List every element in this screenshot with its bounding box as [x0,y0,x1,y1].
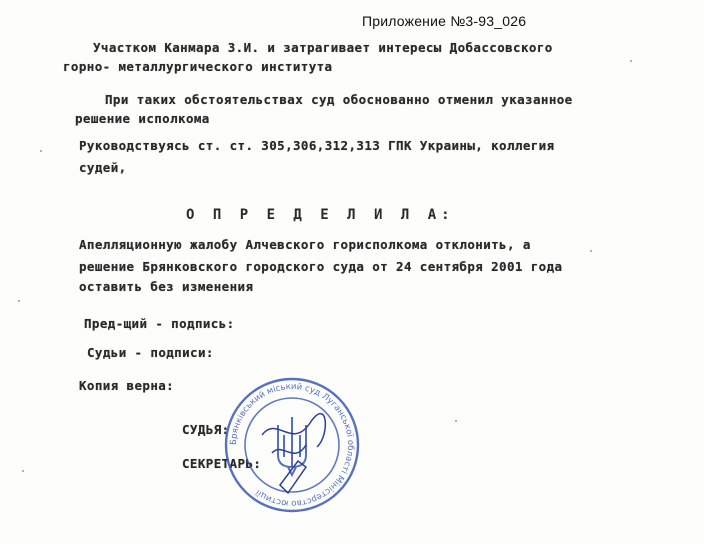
document-line-4: решение исполкома [75,111,210,126]
copy-certified-line: Копия верна: [79,378,175,393]
paper-speck [630,60,632,62]
document-line-1: Участком Канмара З.И. и затрагивает интересы Добассовского [93,40,553,55]
document-line-5: Руководствуясь ст. ст. 305,306,312,313 ГПК Украины, коллегия [79,138,555,153]
court-seal-stamp [222,375,362,515]
paper-speck [22,470,24,472]
paper-speck [590,250,592,252]
document-line-8: решение Брянковского городского суда от 24 сентября 2001 года [79,259,563,274]
secretary-label: СЕКРЕТАРЬ: [182,456,262,471]
document-line-3: При таких обстоятельствах суд обоснованно отменил указанное [105,92,573,107]
presiding-signature-line: Пред-щий - подпись: [84,316,235,331]
paper-speck [40,150,42,152]
ruling-heading: О П Р Е Д Е Л И Л А: [186,207,455,223]
paper-speck [18,300,20,302]
judge-label: СУДЬЯ: [182,422,230,437]
document-line-9: оставить без изменения [79,279,254,294]
document-line-7: Апелляционную жалобу Алчевского горисполкома отклонить, а [79,237,531,252]
document-line-6: судей, [79,160,127,175]
judges-signature-line: Судьи - подписи: [87,345,214,360]
stamp-ring-text: Брянківський міський суд Луганської області Міністерство юстиції [228,381,356,509]
paper-speck [455,420,457,422]
trident-emblem-icon [278,417,306,475]
appendix-label: Приложение №3-93_026 [362,13,527,29]
document-line-2: горно- металлургического института [63,59,333,74]
signature-scribble-icon [262,414,325,493]
